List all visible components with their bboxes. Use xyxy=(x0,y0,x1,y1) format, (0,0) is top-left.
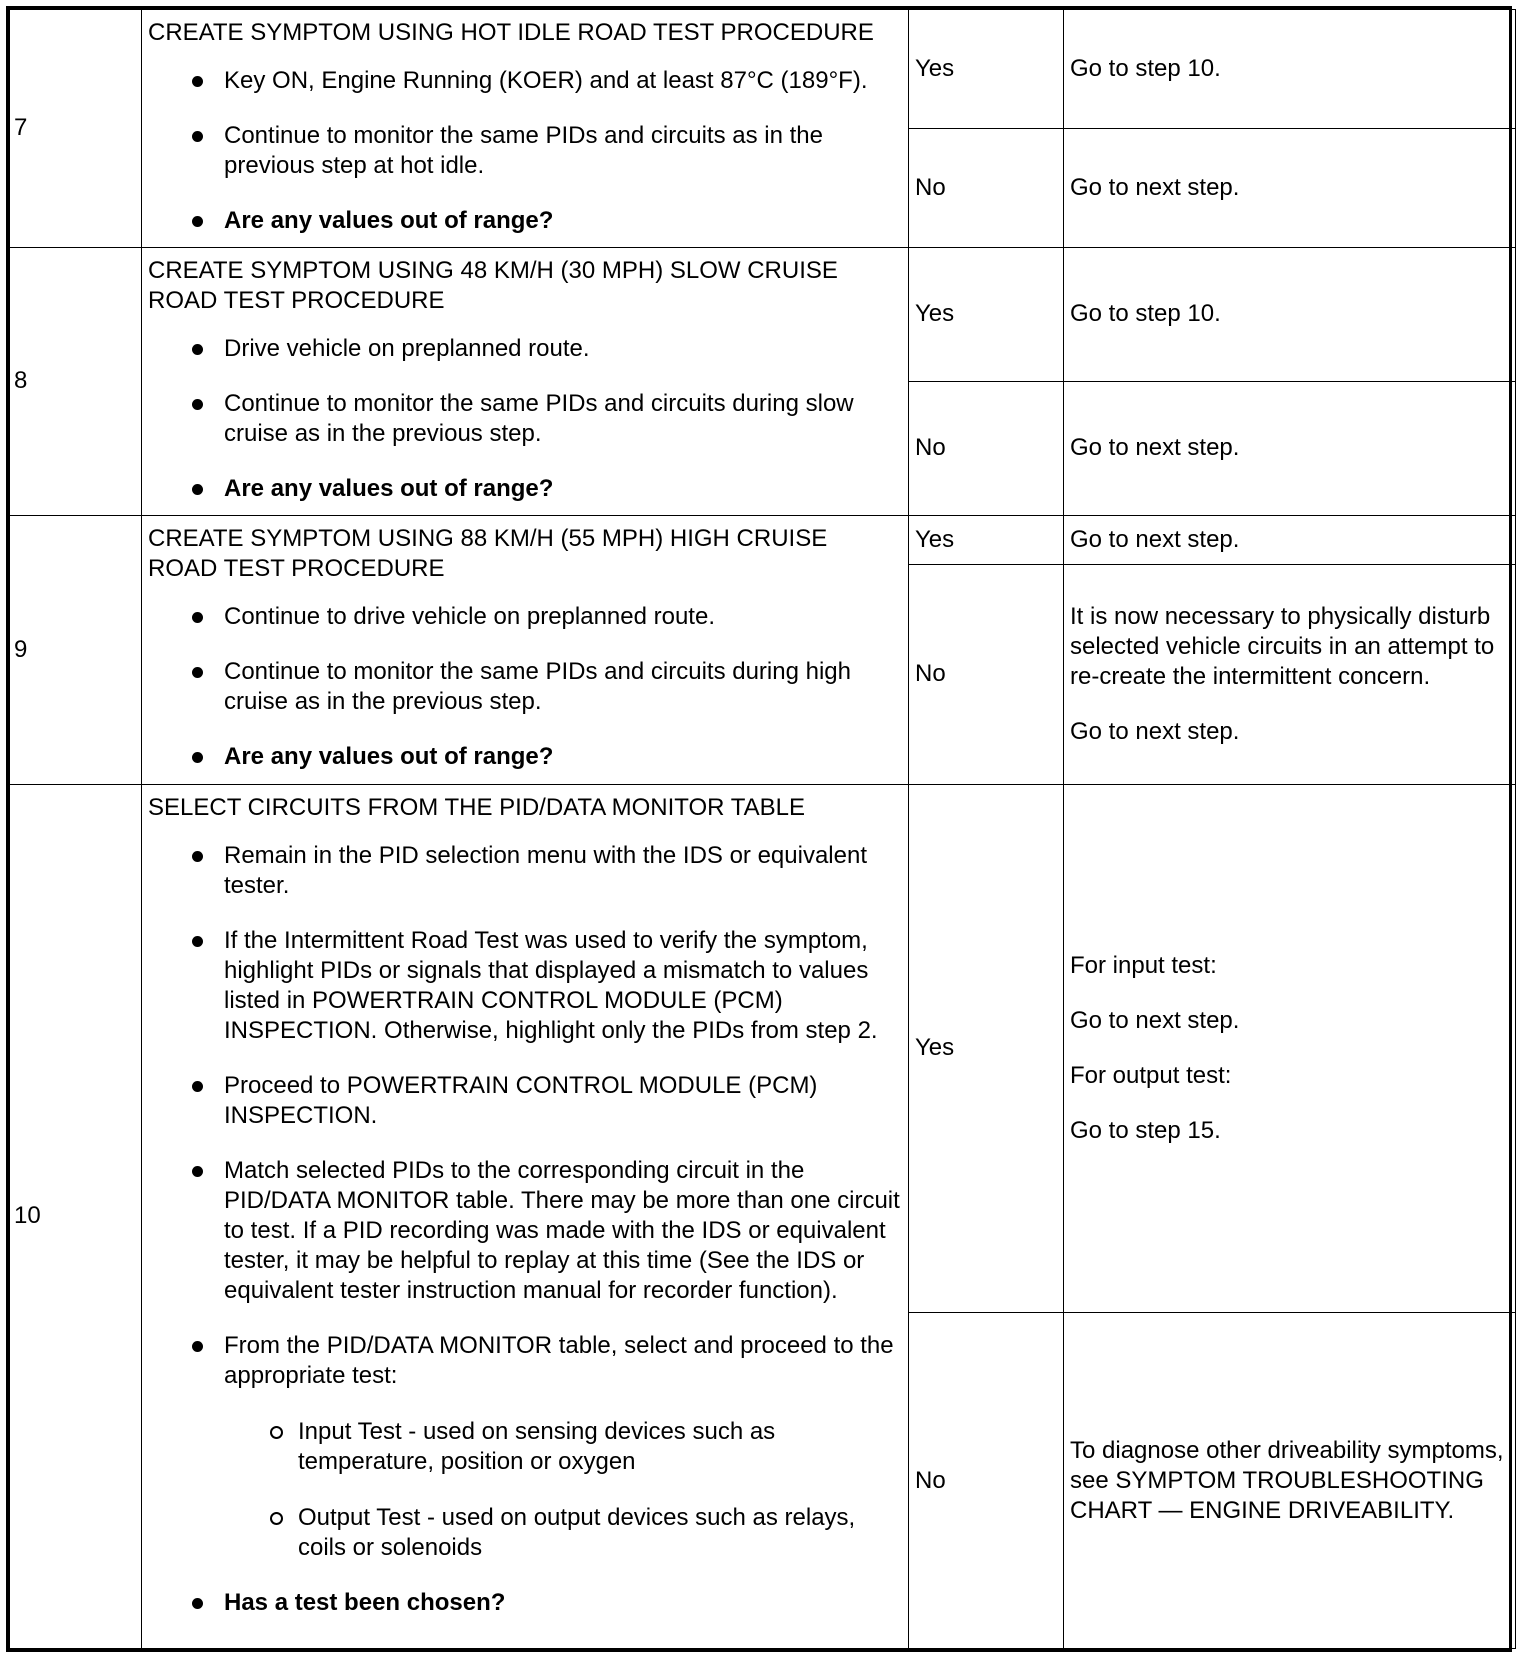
result-no xyxy=(1064,565,1516,785)
bullet-item: Key ON, Engine Running (KOER) and at least 87°C (189°F). xyxy=(148,66,902,96)
answer-yes: Yes xyxy=(909,10,1064,129)
result-text: For input test: xyxy=(1070,951,1217,979)
bullet-item: If the Intermittent Road Test was used to verify the symptom, highlight PIDs or signals that displayed a mismatch to values listed in POWERTRAIN CONTROL MODULE (PCM) INSPECTION. Otherwise, highlight only the PIDs from step 2. xyxy=(148,926,902,1046)
bullet-item xyxy=(148,1331,902,1563)
answer-yes: Yes xyxy=(909,784,1064,1313)
step-number: 8 xyxy=(10,247,142,516)
question-text: Are any values out of range? xyxy=(224,743,554,771)
answer-no: No xyxy=(909,128,1064,247)
result-no: Go to next step. xyxy=(1064,381,1516,515)
answer-no: No xyxy=(909,381,1064,515)
diagnostic-table xyxy=(6,6,1512,1652)
bullet-text: From the PID/DATA MONITOR table, select and proceed to the appropriate test: xyxy=(224,1331,894,1389)
result-yes: Go to step 10. xyxy=(1064,247,1516,381)
question-item xyxy=(148,742,902,772)
question-item xyxy=(148,1588,902,1618)
result-no: To diagnose other driveability symptoms, see SYMPTOM TROUBLESHOOTING CHART — ENGINE DRIVEABILITY. xyxy=(1064,1313,1516,1649)
bullet-item: Proceed to POWERTRAIN CONTROL MODULE (PCM) INSPECTION. xyxy=(148,1071,902,1131)
answer-no: No xyxy=(909,1313,1064,1649)
bullet-item: Continue to monitor the same PIDs and circuits during high cruise as in the previous step. xyxy=(148,657,902,717)
answer-no: No xyxy=(909,565,1064,785)
step-8-action xyxy=(142,247,909,516)
bullet-item: Remain in the PID selection menu with the IDS or equivalent tester. xyxy=(148,841,902,901)
bullet-item: Continue to drive vehicle on preplanned route. xyxy=(148,602,902,632)
result-text: It is now necessary to physically disturb selected vehicle circuits in an attempt to re-create the intermittent concern. xyxy=(1070,602,1495,690)
step-9-action xyxy=(142,516,909,785)
result-yes xyxy=(1064,784,1516,1313)
step-7-yes-row xyxy=(10,10,1516,129)
steps-table xyxy=(9,9,1516,1649)
result-text: Go to step 15. xyxy=(1070,1116,1221,1144)
step-bullets xyxy=(148,66,902,236)
result-text: Go to next step. xyxy=(1070,717,1240,745)
answer-yes: Yes xyxy=(909,247,1064,381)
step-10-action xyxy=(142,784,909,1648)
step-heading: CREATE SYMPTOM USING 88 KM/H (55 MPH) HIGH CRUISE ROAD TEST PROCEDURE xyxy=(148,525,828,583)
sub-bullet-item: Input Test - used on sensing devices such as temperature, position or oxygen xyxy=(224,1417,902,1477)
question-text: Are any values out of range? xyxy=(224,474,554,502)
step-heading: CREATE SYMPTOM USING HOT IDLE ROAD TEST PROCEDURE xyxy=(148,19,874,46)
step-8-yes-row xyxy=(10,247,1516,381)
step-number: 7 xyxy=(10,10,142,248)
step-number: 9 xyxy=(10,516,142,785)
step-bullets xyxy=(148,334,902,504)
result-text: For output test: xyxy=(1070,1061,1232,1089)
result-yes: Go to next step. xyxy=(1064,516,1516,565)
sub-bullets xyxy=(224,1417,902,1563)
question-text: Are any values out of range? xyxy=(224,207,554,234)
result-yes: Go to step 10. xyxy=(1064,10,1516,129)
step-7-action xyxy=(142,10,909,248)
question-item xyxy=(148,474,902,504)
answer-yes: Yes xyxy=(909,516,1064,565)
step-10-yes-row xyxy=(10,784,1516,1313)
sub-bullet-item: Output Test - used on output devices such as relays, coils or solenoids xyxy=(224,1503,902,1563)
step-heading: CREATE SYMPTOM USING 48 KM/H (30 MPH) SLOW CRUISE ROAD TEST PROCEDURE xyxy=(148,256,838,314)
result-no: Go to next step. xyxy=(1064,128,1516,247)
bullet-item: Continue to monitor the same PIDs and circuits as in the previous step at hot idle. xyxy=(148,121,902,181)
question-text: Has a test been chosen? xyxy=(224,1588,506,1616)
step-bullets xyxy=(148,602,902,772)
step-bullets xyxy=(148,841,902,1618)
step-heading: SELECT CIRCUITS FROM THE PID/DATA MONITOR TABLE xyxy=(148,793,805,821)
bullet-item: Match selected PIDs to the corresponding circuit in the PID/DATA MONITOR table. There may be more than one circuit to test. If a PID recording was made with the IDS or equivalent tester, it may be helpful to replay at this time (See the IDS or equivalent tester instruction manual for recorder function). xyxy=(148,1156,902,1306)
step-9-yes-row xyxy=(10,516,1516,565)
result-text: Go to next step. xyxy=(1070,1006,1240,1034)
question-item xyxy=(148,206,902,236)
step-number: 10 xyxy=(10,784,142,1648)
bullet-item: Drive vehicle on preplanned route. xyxy=(148,334,902,364)
bullet-item: Continue to monitor the same PIDs and circuits during slow cruise as in the previous step. xyxy=(148,389,902,449)
